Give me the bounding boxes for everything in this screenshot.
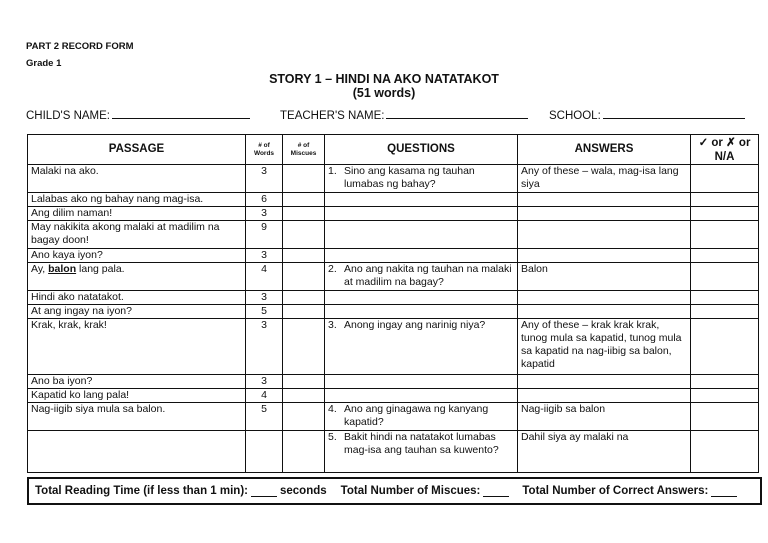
check-cell[interactable] [691,193,759,207]
child-name-field [26,107,250,122]
question-cell [325,431,518,473]
question-cell [325,221,518,249]
miscue-cell[interactable] [283,193,325,207]
passage-cell: Kapatid ko lang pala! [28,389,246,403]
answer-cell [518,389,691,403]
answer-cell [518,221,691,249]
word-count-subtitle: (51 words) [352,86,416,100]
check-cell[interactable] [691,263,759,291]
question-cell [325,319,518,375]
word-count-cell: 3 [246,249,283,263]
question-text: Ano ang nakita ng tauhan na malaki at madilim na bagay? [344,263,512,288]
question-text: Ano ang ginagawa ng kanyang kapatid? [344,403,489,428]
correct-answers-label: Total Number of Correct Answers: [522,485,709,497]
passage-cell: Hindi ako natatakot. [28,291,246,305]
school-blank[interactable] [603,107,745,119]
miscues-total-label: Total Number of Miscues: [340,485,481,497]
check-cell[interactable] [691,431,759,473]
teacher-name-field [280,107,528,122]
question-text: Sino ang kasama ng tauhan lumabas ng bahay? [344,165,475,190]
word-count-cell: 4 [246,263,283,291]
word-count-cell [246,431,283,473]
question-cell [325,165,518,193]
check-cell[interactable] [691,291,759,305]
check-cell[interactable] [691,403,759,431]
miscue-cell[interactable] [283,319,325,375]
passage-cell: Krak, krak, krak! [28,319,246,375]
child-name-label: CHILD'S NAME: [26,110,110,122]
answer-cell [518,375,691,389]
word-count-cell: 4 [246,389,283,403]
passage-cell: Nag-iigib siya mula sa balon. [28,403,246,431]
correct-answers-blank[interactable] [711,486,737,497]
check-cell[interactable] [691,305,759,319]
question-cell [325,263,518,291]
question-number: 2. [328,263,337,275]
check-cell[interactable] [691,249,759,263]
miscue-cell[interactable] [283,389,325,403]
miscue-cell[interactable] [283,249,325,263]
miscue-cell[interactable] [283,403,325,431]
word-count-cell: 3 [246,207,283,221]
check-cell[interactable] [691,207,759,221]
answer-cell: Any of these – wala, mag-isa lang siya [518,165,691,193]
passage-prefix: Ay, [31,263,49,275]
passage-cell: Ano kaya iyon? [28,249,246,263]
answer-cell [518,207,691,221]
passage-cell: Ang dilim naman! [28,207,246,221]
school-label: SCHOOL: [549,110,601,122]
header-words: # of Words [246,135,283,165]
question-cell [325,389,518,403]
header-answers: ANSWERS [518,135,691,165]
word-count-cell: 3 [246,319,283,375]
header-passage: PASSAGE [28,135,246,165]
miscue-cell[interactable] [283,291,325,305]
check-cell[interactable] [691,221,759,249]
miscue-cell[interactable] [283,221,325,249]
answer-cell [518,305,691,319]
answer-cell: Any of these – krak krak krak, tunog mula sa kapatid, tunog mula sa kapatid na nag-iibig sa balon, kapatid [518,319,691,375]
question-number: 4. [328,403,337,415]
check-cell[interactable] [691,389,759,403]
passage-cell [28,263,246,291]
passage-cell: Ano ba iyon? [28,375,246,389]
question-cell [325,375,518,389]
totals-footer [27,477,762,505]
check-cell[interactable] [691,375,759,389]
question-cell [325,291,518,305]
word-count-cell: 9 [246,221,283,249]
miscue-cell[interactable] [283,165,325,193]
word-count-cell: 3 [246,375,283,389]
passage-suffix: lang pala. [76,263,125,275]
answer-cell [518,291,691,305]
question-number: 5. [328,431,337,443]
question-cell [325,207,518,221]
header-questions: QUESTIONS [325,135,518,165]
question-cell [325,249,518,263]
teacher-name-blank[interactable] [386,107,528,119]
miscues-total-blank[interactable] [483,486,509,497]
word-count-cell: 5 [246,403,283,431]
child-name-blank[interactable] [112,107,250,119]
reading-time-label: Total Reading Time (if less than 1 min): [35,485,248,497]
check-cell[interactable] [691,165,759,193]
question-cell [325,305,518,319]
reading-time-blank[interactable] [251,486,277,497]
teacher-name-label: TEACHER'S NAME: [280,110,385,122]
answer-cell: Nag-iigib sa balon [518,403,691,431]
underlined-word: balon [48,263,77,275]
miscue-cell[interactable] [283,263,325,291]
question-cell [325,193,518,207]
miscue-cell[interactable] [283,207,325,221]
passage-cell: Malaki na ako. [28,165,246,193]
word-count-cell: 5 [246,305,283,319]
check-cell[interactable] [691,319,759,375]
question-text: Bakit hindi na natatakot lumabas mag-isa ang tauhan sa kuwento? [344,431,499,456]
question-number: 3. [328,319,337,331]
passage-cell [28,431,246,473]
seconds-label: seconds [280,485,327,497]
answer-cell [518,249,691,263]
word-count-cell: 3 [246,165,283,193]
story-title: STORY 1 – HINDI NA AKO NATATAKOT [269,72,499,86]
answer-cell: Balon [518,263,691,291]
passage-cell: May nakikita akong malaki at madilim na bagay doon! [28,221,246,249]
answer-cell [518,193,691,207]
miscue-cell[interactable] [283,305,325,319]
passage-cell: Lalabas ako ng bahay nang mag-isa. [28,193,246,207]
passage-cell: At ang ingay na iyon? [28,305,246,319]
grade-label: Grade 1 [26,58,62,69]
question-text: Anong ingay ang narinig niya? [344,319,486,331]
miscue-cell[interactable] [283,431,325,473]
word-count-cell: 6 [246,193,283,207]
header-check: ✓ or ✗ or N/A [691,135,759,165]
header-miscues: # of Miscues [283,135,325,165]
school-field [549,107,745,122]
question-cell [325,403,518,431]
word-count-cell: 3 [246,291,283,305]
record-table [27,134,759,473]
part-label: PART 2 RECORD FORM [26,41,134,52]
question-number: 1. [328,165,337,177]
miscue-cell[interactable] [283,375,325,389]
answer-cell: Dahil siya ay malaki na [518,431,691,473]
